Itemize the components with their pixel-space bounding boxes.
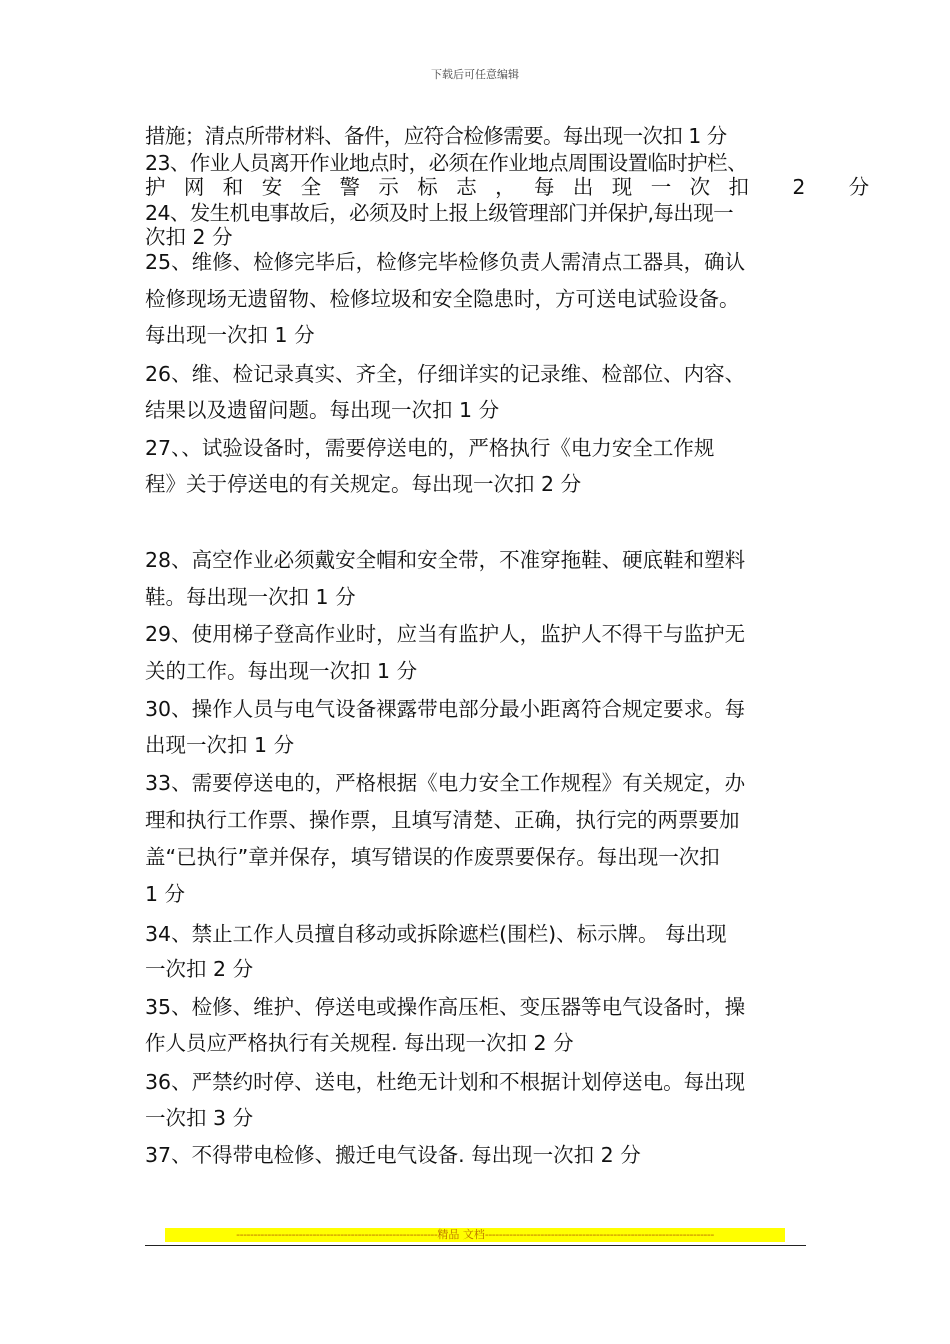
text-line: 次扣 2 分 (145, 225, 233, 249)
text-line: 检修现场无遗留物、检修垃圾和安全隐患时，方可送电试验设备。 (145, 287, 740, 311)
text-line: 每出现一次扣 1 分 (145, 323, 315, 347)
text-line: 29、使用梯子登高作业时，应当有监护人，监护人不得干与监护无 (145, 622, 746, 646)
text-line: 35、检修、维护、停送电或操作高压柜、变压器等电气设备时，操 (145, 995, 746, 1019)
text-line: 结果以及遗留问题。每出现一次扣 1 分 (145, 398, 500, 422)
text-line: 28、高空作业必须戴安全帽和安全带，不准穿拖鞋、硬底鞋和塑料 (145, 548, 746, 572)
text-line: 33、需要停送电的，严格根据《电力安全工作规程》有关规定，办 (145, 771, 746, 795)
text-line: 23、作业人员离开作业地点时，必须在作业地点周围设置临时护栏、 (145, 151, 747, 175)
text-line: 作人员应严格执行有关规程. 每出现一次扣 2 分 (145, 1031, 574, 1055)
text-line: 一次扣 3 分 (145, 1106, 254, 1130)
text-line: 鞋。每出现一次扣 1 分 (145, 585, 356, 609)
footer-label: 精品 文档 (437, 1228, 485, 1241)
footer-dashes-left: ---------------------------------------------------------- (236, 1228, 438, 1241)
text-line: 30、操作人员与电气设备裸露带电部分最小距离符合规定要求。每 (145, 697, 746, 721)
footer-dashes-right: ------------------------------------------------------------------ (484, 1228, 714, 1241)
text-line: 程》关于停送电的有关规定。每出现一次扣 2 分 (145, 472, 582, 496)
text-line: 盖“已执行”章并保存，填写错误的作废票要保存。每出现一次扣 (145, 845, 720, 869)
page-footer (165, 1228, 785, 1242)
text-line: 37、不得带电检修、搬迁电气设备. 每出现一次扣 2 分 (145, 1143, 641, 1167)
text-line: 理和执行工作票、操作票，且填写清楚、正确，执行完的两票要加 (145, 808, 740, 832)
text-line: 25、维修、检修完毕后，检修完毕检修负责人需清点工器具，确认 (145, 250, 746, 274)
text-line: 护网和安全警示标志，每出现一次扣 2 分 (145, 175, 888, 199)
text-line: 36、严禁约时停、送电，杜绝无计划和不根据计划停送电。每出现 (145, 1070, 746, 1094)
text-line: 措施；清点所带材料、备件，应符合检修需要。每出现一次扣 1 分 (145, 124, 727, 148)
page-header: 下载后可任意编辑 (431, 68, 519, 81)
text-line: 1 分 (145, 882, 186, 906)
text-line: 24、发生机电事故后，必须及时上报上级管理部门并保护,每出现一 (145, 201, 734, 225)
text-line: 27、、试验设备时，需要停送电的，严格执行《电力安全工作规 (145, 436, 715, 460)
text-line: 34、禁止工作人员擅自移动或拆除遮栏(围栏)、标示牌。 每出现 (145, 922, 727, 946)
text-line: 26、维、检记录真实、齐全，仔细详实的记录维、检部位、内容、 (145, 362, 746, 386)
text-line: 出现一次扣 1 分 (145, 733, 295, 757)
text-line: 关的工作。每出现一次扣 1 分 (145, 659, 418, 683)
footer-rule (145, 1245, 806, 1246)
text-line: 一次扣 2 分 (145, 957, 254, 981)
